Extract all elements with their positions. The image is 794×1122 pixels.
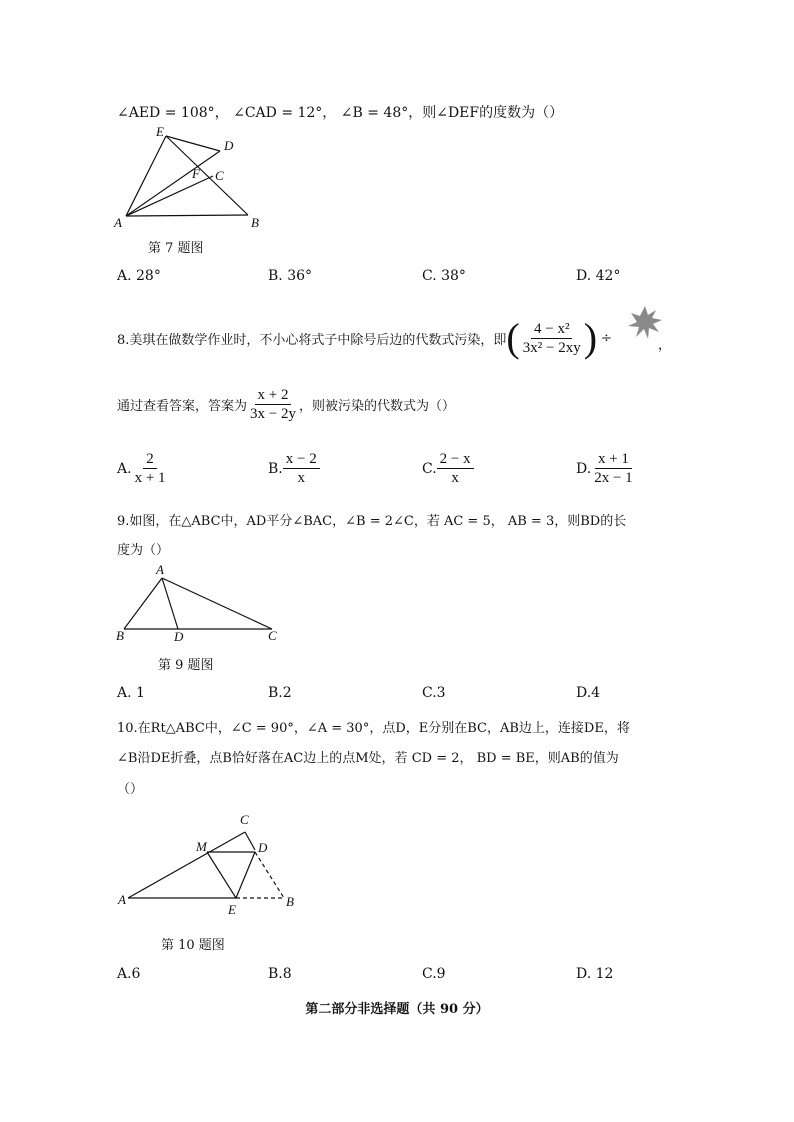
q8-stem-line1 [117, 315, 612, 360]
q8-option-b [268, 450, 320, 487]
q7-line-ab [126, 215, 248, 216]
q7-label-f: F [192, 166, 200, 181]
q9-option-c: C.3 [422, 685, 446, 701]
q8-answer [247, 386, 299, 423]
q7-option-b: B. 36° [268, 268, 313, 284]
q8-option-c-den: x [451, 470, 459, 486]
q8-option-c [422, 450, 474, 487]
q7-label-c: C [215, 168, 224, 183]
q8-option-a-den: x + 1 [134, 470, 166, 486]
q8-option-d-num: x + 1 [595, 450, 632, 469]
q8-option-c-frac [437, 450, 474, 487]
q8-option-d-frac [591, 450, 635, 487]
q8-ans-num: x + 2 [255, 386, 292, 405]
q9-label-c: C [268, 628, 277, 643]
q8-option-d-den: 2x − 1 [594, 470, 633, 486]
q8-trail: ， [658, 338, 672, 353]
q8-right-paren: ) [583, 315, 598, 360]
q10-stem-line2: ∠B沿DE折叠，点B恰好落在AC边上的点M处，若 CD = 2， BD = BE，则AB的值为 [117, 751, 619, 766]
q10-option-b: B.8 [268, 966, 292, 982]
q7-line-ad [126, 151, 220, 216]
q8-option-d [576, 450, 636, 487]
q10-label-e: E [228, 902, 236, 917]
q8-line2-suffix: ，则被污染的代数式为（） [298, 399, 455, 414]
q8-option-c-num: 2 − x [437, 450, 474, 469]
q10-line-ac [128, 832, 245, 898]
q8-option-a-frac [132, 450, 169, 487]
q10-option-a: A.6 [117, 966, 141, 982]
q10-caption: 第 10 题图 [161, 938, 225, 953]
q7-figure [112, 124, 272, 234]
q9-label-b: B [116, 628, 124, 643]
q8-option-b-frac [283, 450, 320, 487]
section-title: 第二部分非选择题（共 90 分） [305, 1002, 489, 1017]
q9-label-d: D [174, 629, 184, 644]
q8-option-b-letter: B. [268, 460, 283, 477]
q10-stem-line3: （） [117, 782, 144, 797]
q10-line-db-dashed [255, 852, 284, 898]
q10-label-b: B [286, 894, 294, 909]
q10-stem-line1: 10.在Rt△ABC中，∠C = 90°，∠A = 30°，点D，E分别在BC，AB边上，连接DE，将 [117, 721, 630, 736]
q9-caption: 第 9 题图 [158, 658, 214, 673]
q10-figure [112, 808, 312, 920]
q10-option-d: D. 12 [576, 966, 614, 982]
q8-option-a [117, 450, 169, 487]
q7-stem: ∠AED = 108°， ∠CAD = 12°， ∠B = 48°，则∠DEF的度数为（） [117, 105, 564, 121]
q8-option-d-letter: D. [576, 460, 592, 477]
q7-option-a: A. 28° [117, 268, 161, 284]
q7-caption: 第 7 题图 [148, 241, 204, 256]
q7-label-d: D [224, 138, 234, 153]
q10-label-m: M [196, 839, 207, 854]
q8-expr-num: 4 − x² [531, 320, 572, 339]
q9-label-a: A [156, 562, 164, 577]
q8-option-c-letter: C. [422, 460, 437, 477]
q9-option-b: B.2 [268, 685, 292, 701]
q8-option-a-num: 2 [143, 450, 157, 469]
q8-left-paren: ( [506, 315, 520, 360]
q7-label-b: B [251, 215, 259, 230]
q8-expr-den: 3x² − 2xy [522, 339, 581, 356]
q8-stem-prefix: 8.美琪在做数学作业时，不小心将式子中除号后边的代数式污染，即 [117, 332, 507, 348]
q10-line-cd [245, 832, 255, 850]
q9-stem-line1: 9.如图，在△ABC中，AD平分∠BAC，∠B = 2∠C，若 AC = 5， AB = 3，则BD的长 [117, 514, 627, 529]
q9-line-ad [162, 578, 178, 629]
q8-div-sign: ÷ [601, 330, 612, 346]
q8-option-b-num: x − 2 [283, 450, 320, 469]
q8-stain-icon [628, 306, 662, 340]
q8-option-b-den: x [297, 470, 305, 486]
q7-option-d: D. 42° [576, 268, 621, 284]
q8-option-a-letter: A. [117, 460, 132, 477]
q10-label-c: C [240, 812, 249, 827]
q8-ans-den: 3x − 2y [250, 406, 296, 422]
q9-line-ab [124, 578, 162, 629]
q10-line-me [207, 852, 236, 898]
q7-option-c: C. 38° [422, 268, 466, 284]
q9-line-ac [162, 578, 272, 629]
q10-line-de [236, 852, 255, 898]
q10-label-d: D [258, 840, 268, 855]
q8-expression [520, 320, 584, 357]
q9-stem-line2: 度为（） [117, 543, 170, 558]
q7-label-e: E [156, 124, 164, 139]
q7-label-a: A [114, 215, 122, 230]
q10-label-a: A [118, 892, 126, 907]
q10-option-c: C.9 [422, 966, 446, 982]
q7-line-ac [126, 176, 213, 216]
q9-figure [112, 560, 292, 646]
q8-line2-prefix: 通过查看答案，答案为 [117, 399, 248, 414]
q9-option-d: D.4 [576, 685, 601, 701]
q7-line-ae [126, 136, 166, 216]
q9-option-a: A. 1 [117, 685, 145, 701]
q8-stem-line2 [117, 386, 455, 423]
